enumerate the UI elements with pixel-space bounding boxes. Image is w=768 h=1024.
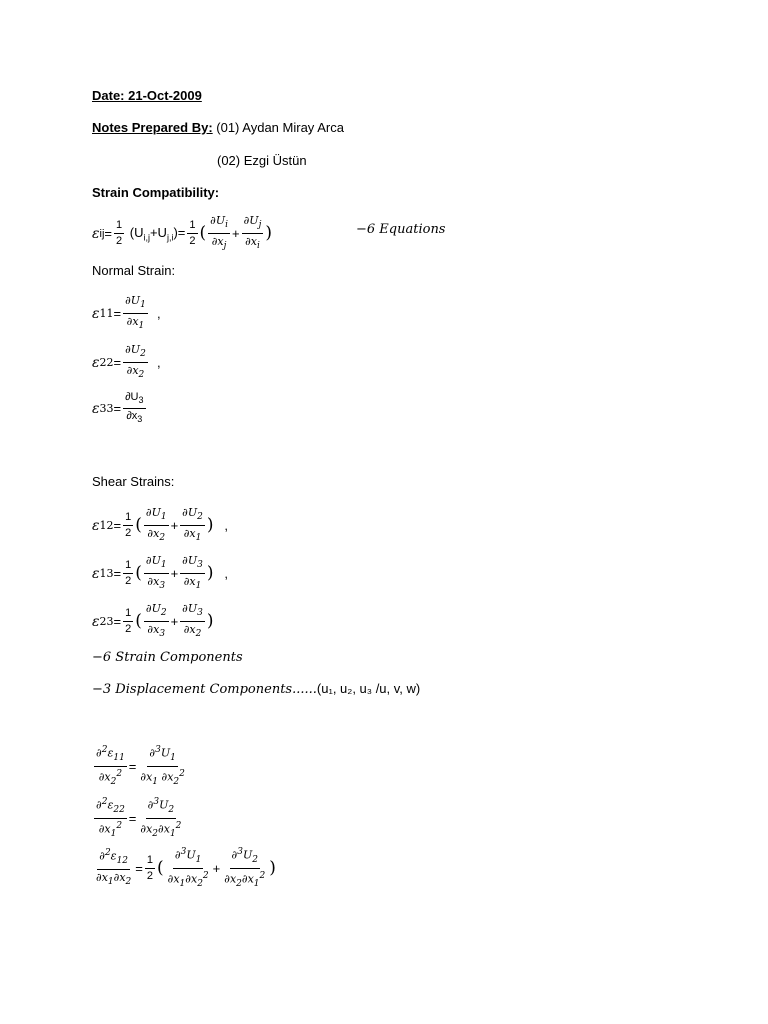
displacement-components-line <box>92 681 420 697</box>
compat-eq-2: $\frac{\partial^2\varepsilon_{22}}{\partial x_1^2}$ = $\frac{\partial^3U_2}{\partial x_2\partial x_1^2}$ <box>96 797 182 839</box>
strain-compatibility-equation: ε ij = $\frac{1}{2}$ $(U_{i,j}+U_{j,i})=$ $\frac{1}{2}$ ( $\frac{\partial U_i}{\partial x_j}$ + $\frac{\partial U_j}{\partial x_i}$ ) <box>92 214 272 252</box>
displacement-components-label: −3 Displacement Components...... <box>92 682 317 697</box>
shear-strain-e13: ε 13 = $\frac{1}{2}$ ( $\frac{\partial U_1}{\partial x_3}$ + $\frac{\partial U_3}{\partial x_1}$ ) , <box>92 554 228 592</box>
compat-eq-3: $\frac{\partial^2\varepsilon_{12}}{\partial x_1\partial x_2}$ = $\frac{1}{2}$ ( $\frac{\partial^3U_1}{\partial x_1\partial x_2^2}$ + $\frac{\partial^3U_2}{\partial x_2\partial x_1^2}$ ) <box>96 847 276 889</box>
shear-strains-heading: Shear Strains: <box>92 474 175 489</box>
normal-strain-e22: ε 22 = $\frac{\partial U_2}{\partial x_2}$ , <box>92 343 161 381</box>
normal-strain-e33: ε 33 = $\frac{\partial U_3}{\partial x_3}$ <box>92 391 144 425</box>
strain-components-note: −6 Strain Components <box>92 650 243 665</box>
author-2: (02) Ezgi Üstün <box>217 153 307 168</box>
normal-strain-e11: ε 11 = $\frac{\partial U_1}{\partial x_1}$ , <box>92 294 161 332</box>
author-1: (01) Aydan Miray Arca <box>212 120 344 135</box>
displacement-variables: (u₁, u₂, u₃ /u, v, w) <box>316 681 421 696</box>
prepared-by-label: Notes Prepared By: <box>92 120 213 135</box>
strain-compatibility-heading: Strain Compatibility: <box>92 185 220 200</box>
shear-strain-e23: ε 23 = $\frac{1}{2}$ ( $\frac{\partial U_2}{\partial x_3}$ + $\frac{\partial U_3}{\partial x_2}$ ) <box>92 602 214 640</box>
shear-strain-e12: ε 12 = $\frac{1}{2}$ ( $\frac{\partial U_1}{\partial x_2}$ + $\frac{\partial U_2}{\partial x_1}$ ) , <box>92 506 228 544</box>
date-line: Date: 21-Oct-2009 <box>92 88 202 103</box>
prepared-by-line <box>92 120 344 135</box>
normal-strain-heading: Normal Strain: <box>92 263 176 278</box>
equations-note: −6 Equations <box>356 222 446 237</box>
compat-eq-1: $\frac{\partial^2\varepsilon_{11}}{\partial x_2^2}$ = $\frac{\partial^3U_1}{\partial x_1 \partial x_2^2}$ <box>96 745 185 787</box>
